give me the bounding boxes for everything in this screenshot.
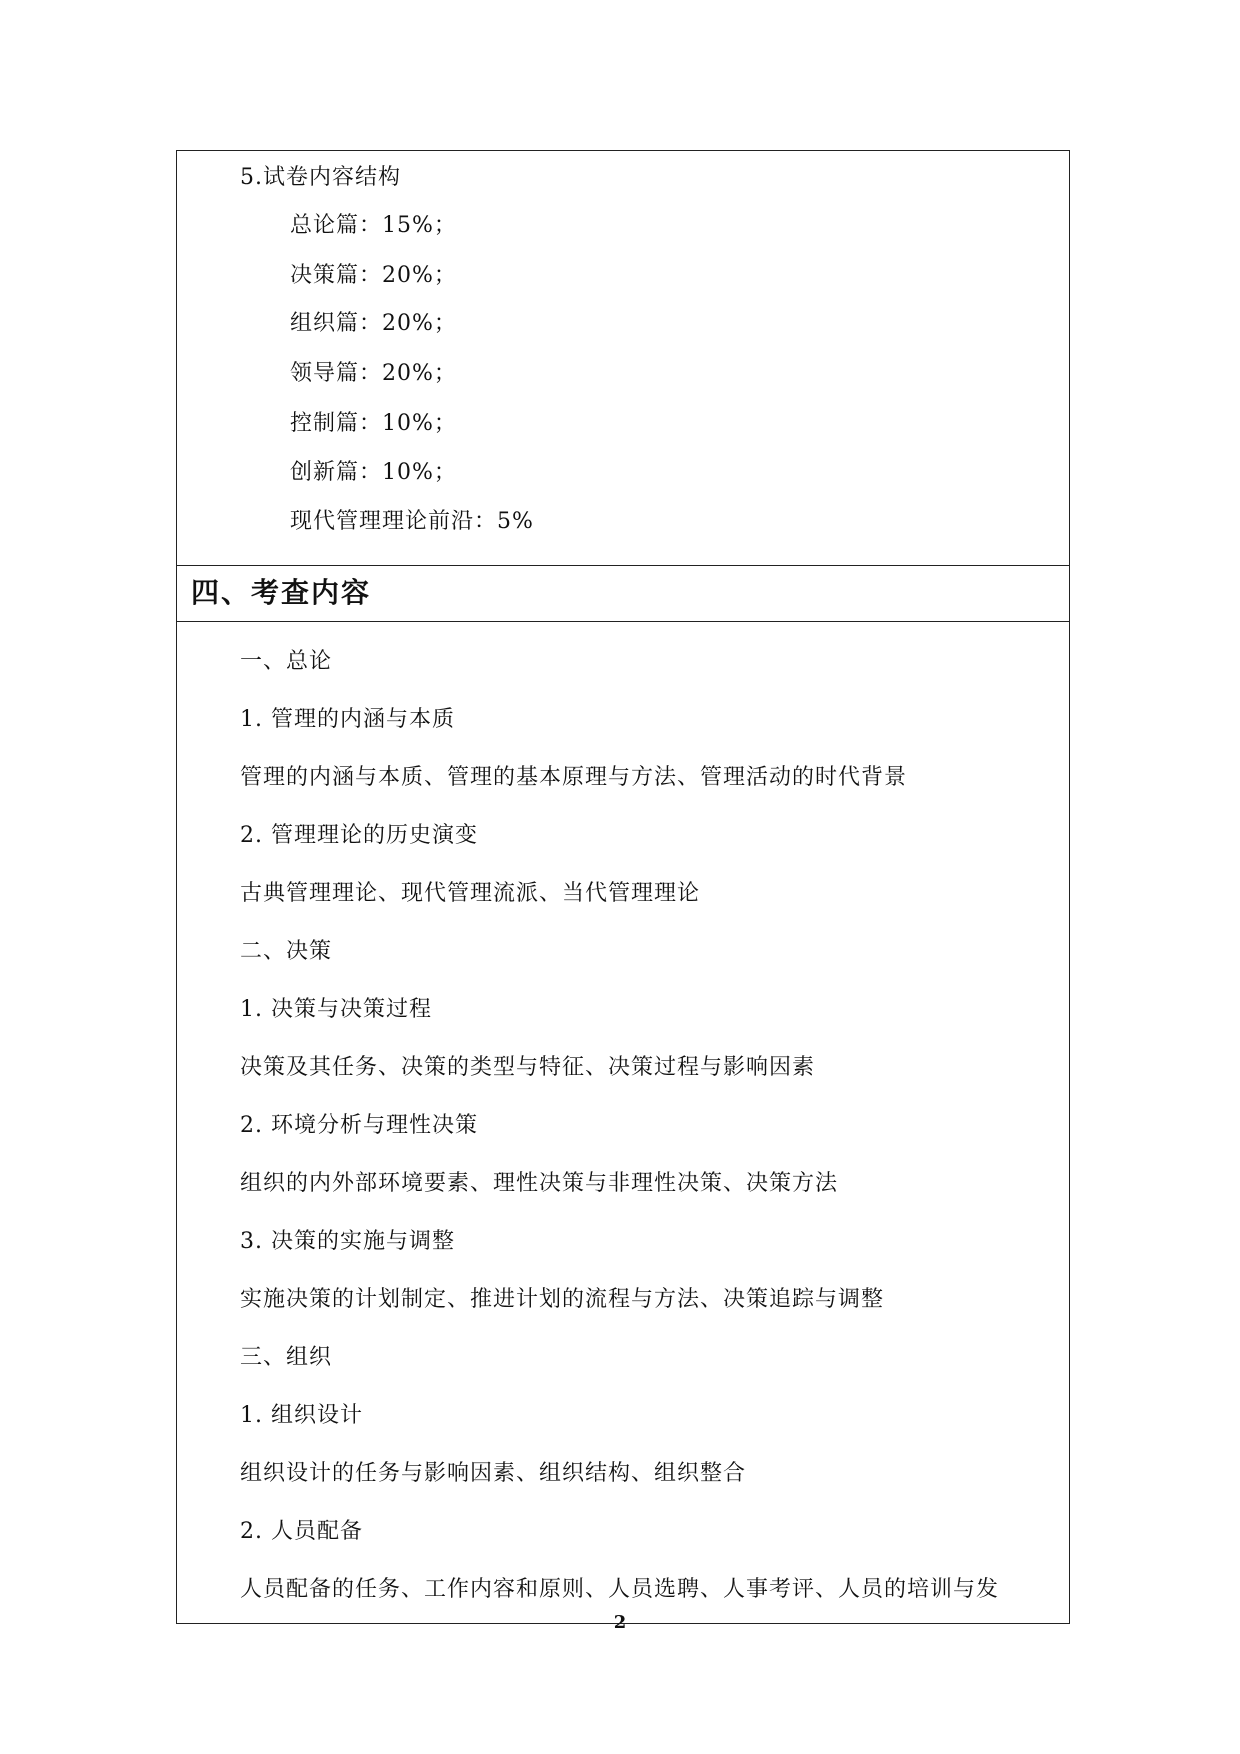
exam-structure-title: 5.试卷内容结构 bbox=[240, 165, 401, 190]
content-line: 二、决策 bbox=[240, 939, 333, 964]
content-line: 1. 组织设计 bbox=[240, 1403, 363, 1428]
structure-item: 领导篇：20%； bbox=[290, 361, 457, 386]
structure-item: 组织篇：20%； bbox=[290, 311, 457, 336]
structure-item: 创新篇：10%； bbox=[290, 460, 457, 485]
content-table bbox=[176, 150, 1070, 1624]
content-line: 2. 环境分析与理性决策 bbox=[240, 1113, 478, 1138]
row-divider bbox=[177, 621, 1069, 622]
content-line: 1. 决策与决策过程 bbox=[240, 997, 432, 1022]
content-line: 古典管理理论、现代管理流派、当代管理理论 bbox=[240, 881, 701, 906]
structure-item: 决策篇：20%； bbox=[290, 263, 457, 288]
structure-item: 控制篇：10%； bbox=[290, 411, 457, 436]
content-line: 人员配备的任务、工作内容和原则、人员选聘、人事考评、人员的培训与发 bbox=[240, 1577, 1000, 1602]
structure-item: 现代管理理论前沿：5% bbox=[290, 509, 534, 534]
content-line: 1. 管理的内涵与本质 bbox=[240, 707, 455, 732]
content-line: 2. 管理理论的历史演变 bbox=[240, 823, 478, 848]
content-line: 决策及其任务、决策的类型与特征、决策过程与影响因素 bbox=[240, 1055, 816, 1080]
content-line: 2. 人员配备 bbox=[240, 1519, 363, 1544]
page-number: 2 bbox=[613, 1612, 627, 1633]
content-line: 组织的内外部环境要素、理性决策与非理性决策、决策方法 bbox=[240, 1171, 839, 1196]
content-line: 组织设计的任务与影响因素、组织结构、组织整合 bbox=[240, 1461, 747, 1486]
row-divider bbox=[177, 565, 1069, 566]
section-heading: 四、考查内容 bbox=[191, 576, 372, 609]
content-line: 3. 决策的实施与调整 bbox=[240, 1229, 455, 1254]
structure-item: 总论篇：15%； bbox=[290, 213, 457, 238]
content-line: 实施决策的计划制定、推进计划的流程与方法、决策追踪与调整 bbox=[240, 1287, 885, 1312]
content-line: 管理的内涵与本质、管理的基本原理与方法、管理活动的时代背景 bbox=[240, 765, 908, 790]
content-line: 三、组织 bbox=[240, 1345, 333, 1370]
content-line: 一、总论 bbox=[240, 649, 333, 674]
